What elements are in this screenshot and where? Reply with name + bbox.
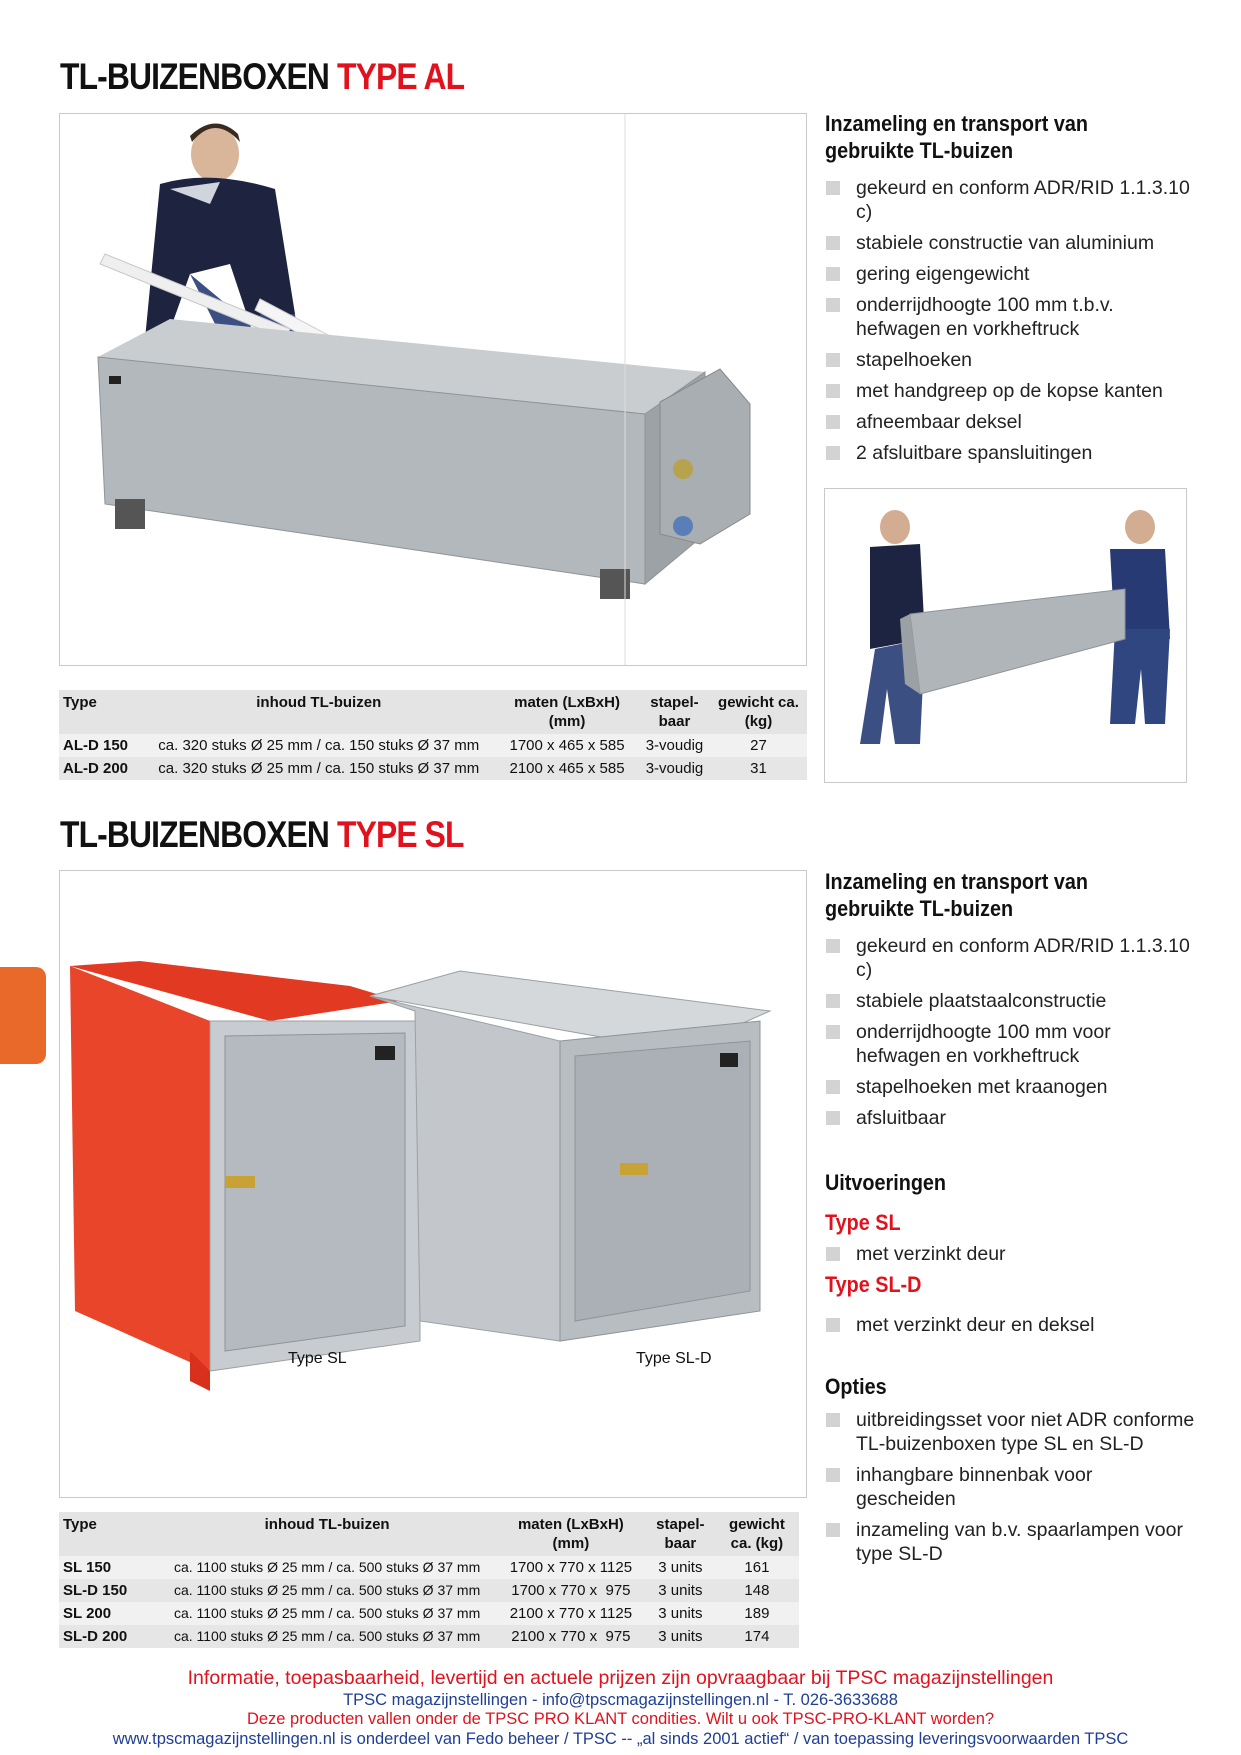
cell-stackable: 3 units	[646, 1556, 715, 1579]
cell-dimensions: 1700 x 465 x 585	[495, 734, 639, 757]
sl-box-illustration	[60, 871, 806, 1497]
title-red: TYPE SL	[337, 814, 464, 855]
cell-weight: 27	[710, 734, 807, 757]
list-item: inhangbare binnenbak voor gescheiden	[826, 1463, 1196, 1511]
list-item: onderrijdhoogte 100 mm t.b.v. hefwagen en vorkheftruck	[826, 293, 1196, 341]
list-item: afsluitbaar	[826, 1106, 1196, 1130]
cell-dimensions: 2100 x 770 x 1125	[496, 1602, 646, 1625]
al-box-illustration	[60, 114, 806, 665]
cell-content: ca. 1100 stuks Ø 25 mm / ca. 500 stuks Ø 37 mm	[158, 1602, 496, 1625]
table-row	[59, 1556, 799, 1579]
footer-contact-line[interactable]: TPSC magazijnstellingen - info@tpscmagazijnstellingen.nl - T. 026-3633688	[343, 1691, 898, 1709]
sl-product-photo	[59, 870, 807, 1498]
cell-dimensions: 1700 x 770 x 1125	[496, 1556, 646, 1579]
uitvoeringen-heading: Uitvoeringen	[825, 1170, 947, 1195]
col-header-type: Type	[59, 690, 142, 734]
list-item: met verzinkt deur en deksel	[826, 1313, 1196, 1337]
list-item: gekeurd en conform ADR/RID 1.1.3.10 c)	[826, 176, 1196, 224]
cell-dimensions: 1700 x 770 x 975	[496, 1579, 646, 1602]
cell-stackable: 3-voudig	[639, 757, 710, 780]
section-al-title	[60, 56, 464, 98]
col-header-dimensions: maten (LxBxH) (mm)	[495, 690, 639, 734]
cell-content: ca. 320 stuks Ø 25 mm / ca. 150 stuks Ø 37 mm	[142, 757, 495, 780]
list-item: uitbreidingsset voor niet ADR conforme TL-buizenboxen type SL en SL-D	[826, 1408, 1196, 1456]
cell-weight: 174	[715, 1625, 799, 1648]
list-item: stapelhoeken met kraanogen	[826, 1075, 1196, 1099]
cell-content: ca. 320 stuks Ø 25 mm / ca. 150 stuks Ø 37 mm	[142, 734, 495, 757]
list-item: inzameling van b.v. spaarlampen voor type SL-D	[826, 1518, 1196, 1566]
al-spec-table	[59, 690, 807, 780]
cell-type: SL-D 200	[59, 1625, 158, 1648]
title-black: TL-BUIZENBOXEN	[60, 814, 330, 855]
list-item: afneembaar deksel	[826, 410, 1196, 434]
section-sl-title	[60, 814, 464, 856]
table-row	[59, 1602, 799, 1625]
list-item: gekeurd en conform ADR/RID 1.1.3.10 c)	[826, 934, 1196, 982]
col-header-dimensions: maten (LxBxH) (mm)	[496, 1512, 646, 1556]
col-header-stackable: stapel- baar	[639, 690, 710, 734]
cell-type: SL 150	[59, 1556, 158, 1579]
list-item: gering eigengewicht	[826, 262, 1196, 286]
list-item: met verzinkt deur	[826, 1242, 1196, 1266]
cell-type: AL-D 150	[59, 734, 142, 757]
cell-weight: 31	[710, 757, 807, 780]
opties-heading: Opties	[825, 1374, 887, 1399]
col-header-type: Type	[59, 1512, 158, 1556]
title-red: TYPE AL	[337, 56, 465, 97]
cell-weight: 189	[715, 1602, 799, 1625]
cell-type: SL-D 150	[59, 1579, 158, 1602]
col-header-weight: gewicht ca. (kg)	[710, 690, 807, 734]
caption-type-sl-d: Type SL-D	[636, 1350, 712, 1367]
carry-illustration	[825, 489, 1186, 782]
sl-heading: Inzameling en transport van gebruikte TL-buizen	[825, 869, 1088, 921]
list-item: stabiele plaatstaalconstructie	[826, 989, 1196, 1013]
al-feature-list	[826, 176, 1196, 472]
caption-type-sl: Type SL	[288, 1350, 347, 1367]
cell-stackable: 3 units	[646, 1602, 715, 1625]
list-item: onderrijdhoogte 100 mm voor hefwagen en vorkheftruck	[826, 1020, 1196, 1068]
variant-sl-heading: Type SL	[825, 1210, 901, 1235]
col-header-stackable: stapel- baar	[646, 1512, 715, 1556]
footer-info-line: Informatie, toepasbaarheid, levertijd en actuele prijzen zijn opvraagbaar bij TPSC magazijnstellingen	[187, 1667, 1054, 1689]
variant-sl-d-heading: Type SL-D	[825, 1272, 922, 1297]
cell-type: SL 200	[59, 1602, 158, 1625]
table-row	[59, 734, 807, 757]
cell-stackable: 3 units	[646, 1625, 715, 1648]
col-header-content: inhoud TL-buizen	[142, 690, 495, 734]
table-row	[59, 1579, 799, 1602]
cell-content: ca. 1100 stuks Ø 25 mm / ca. 500 stuks Ø 37 mm	[158, 1625, 496, 1648]
al-heading: Inzameling en transport van gebruikte TL-buizen	[825, 111, 1088, 163]
list-item: stabiele constructie van aluminium	[826, 231, 1196, 255]
footer-pro-klant-line[interactable]: Deze producten vallen onder de TPSC PRO KLANT condities. Wilt u ook TPSC-PRO-KLANT worden?	[246, 1710, 995, 1728]
cell-stackable: 3 units	[646, 1579, 715, 1602]
footer-website-line[interactable]: www.tpscmagazijnstellingen.nl is onderdeel van Fedo beheer / TPSC -- „al sinds 2001 actief“ / van toepassing leveringsvoorwaarden TPSC	[112, 1730, 1129, 1748]
cell-weight: 148	[715, 1579, 799, 1602]
opties-list	[826, 1408, 1196, 1573]
title-black: TL-BUIZENBOXEN	[60, 56, 330, 97]
cell-weight: 161	[715, 1556, 799, 1579]
variant-sl-list	[826, 1242, 1196, 1273]
cell-content: ca. 1100 stuks Ø 25 mm / ca. 500 stuks Ø 37 mm	[158, 1579, 496, 1602]
al-carry-photo	[824, 488, 1187, 783]
sl-feature-list	[826, 934, 1196, 1137]
list-item: met handgreep op de kopse kanten	[826, 379, 1196, 403]
cell-stackable: 3-voudig	[639, 734, 710, 757]
cell-dimensions: 2100 x 465 x 585	[495, 757, 639, 780]
cell-content: ca. 1100 stuks Ø 25 mm / ca. 500 stuks Ø 37 mm	[158, 1556, 496, 1579]
cell-dimensions: 2100 x 770 x 975	[496, 1625, 646, 1648]
list-item: 2 afsluitbare spansluitingen	[826, 441, 1196, 465]
col-header-weight: gewicht ca. (kg)	[715, 1512, 799, 1556]
variant-sl-d-list	[826, 1313, 1196, 1344]
cell-type: AL-D 200	[59, 757, 142, 780]
sl-spec-table	[59, 1512, 799, 1648]
table-row	[59, 1625, 799, 1648]
side-tab	[0, 967, 46, 1064]
al-product-photo	[59, 113, 807, 666]
col-header-content: inhoud TL-buizen	[158, 1512, 496, 1556]
list-item: stapelhoeken	[826, 348, 1196, 372]
table-row	[59, 757, 807, 780]
